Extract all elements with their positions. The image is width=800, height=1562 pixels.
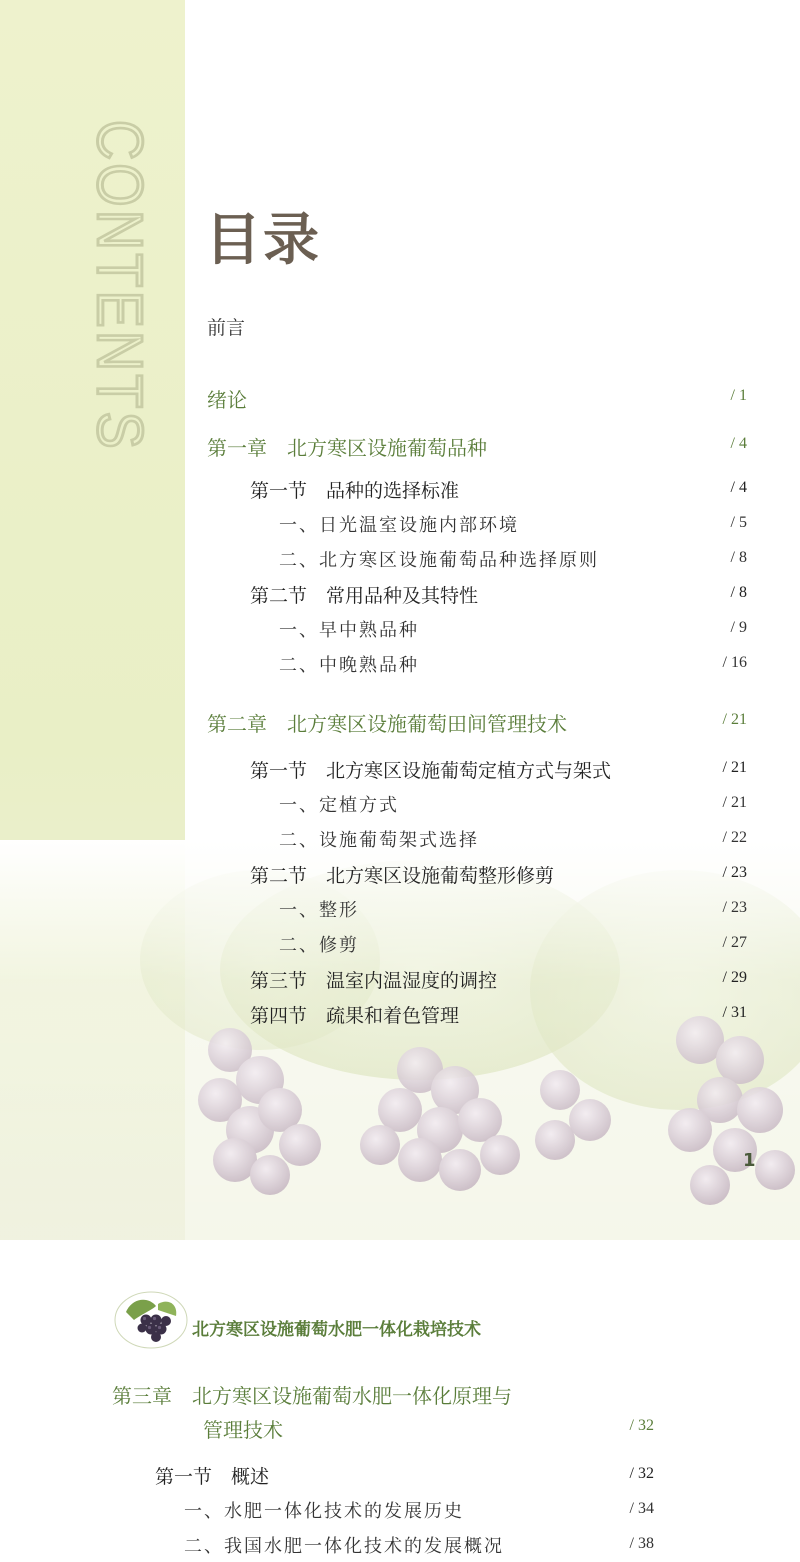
toc-entry[interactable] xyxy=(207,861,747,891)
toc-entry-label: 二、我国水肥一体化技术的发展概况 xyxy=(184,1536,504,1557)
toc-entry-label: 第二章 北方寒区设施葡萄田间管理技术 xyxy=(207,712,567,736)
toc-entry-label: 二、中晚熟品种 xyxy=(279,655,419,676)
toc-entry-label: 第二节 常用品种及其特性 xyxy=(250,585,479,607)
toc-entry-label: 第三节 温室内温湿度的调控 xyxy=(250,970,498,992)
toc-entry[interactable] xyxy=(207,708,747,738)
toc-entry[interactable] xyxy=(207,1001,747,1031)
toc-entry-label: 第四节 疏果和着色管理 xyxy=(250,1005,460,1027)
toc-entry[interactable] xyxy=(207,432,747,462)
toc-entry-label: 第一节 品种的选择标准 xyxy=(250,480,460,502)
toc-entry-page: / 32 xyxy=(629,1417,654,1434)
toc-entry-page: / 9 xyxy=(730,619,747,636)
toc-entry-page: / 8 xyxy=(730,549,747,566)
toc-entry-label: 第一节 概述 xyxy=(155,1466,270,1488)
toc-entry[interactable] xyxy=(207,966,747,996)
toc-entry-page: / 34 xyxy=(629,1500,654,1517)
toc-entry[interactable] xyxy=(207,896,747,926)
toc-entry[interactable] xyxy=(207,616,747,646)
toc-entry-page: / 5 xyxy=(730,514,747,531)
toc-entry-page: / 27 xyxy=(722,934,747,951)
toc-entry-preface[interactable]: 前言 xyxy=(207,317,246,339)
toc-entry-page: / 23 xyxy=(722,899,747,916)
toc-entry[interactable] xyxy=(112,1532,654,1562)
toc-entry-label: 一、早中熟品种 xyxy=(279,620,419,641)
toc-entry[interactable] xyxy=(207,546,747,576)
toc-entry-label: 一、定植方式 xyxy=(279,795,399,816)
toc-entry-label: 二、修剪 xyxy=(279,935,359,956)
toc-entry-page: / 1 xyxy=(730,387,747,404)
contents-watermark xyxy=(84,118,156,504)
toc-entry-page: / 31 xyxy=(722,1004,747,1021)
book-title: 北方寒区设施葡萄水肥一体化栽培技术 xyxy=(192,1320,481,1340)
toc-entry-page: / 29 xyxy=(722,969,747,986)
toc-entry[interactable] xyxy=(112,1462,654,1492)
toc-entry-label: 一、整形 xyxy=(279,900,359,921)
toc-entry[interactable] xyxy=(112,1380,654,1410)
toc-entry-page: / 21 xyxy=(722,794,747,811)
toc-entry-page: / 8 xyxy=(730,584,747,601)
toc-entry-page: / 4 xyxy=(730,435,747,452)
svg-text:CONTENTS: CONTENTS xyxy=(84,120,156,504)
toc-entry-page: / 21 xyxy=(722,759,747,776)
toc-entry-label: 一、水肥一体化技术的发展历史 xyxy=(184,1501,464,1522)
toc-entry-page: / 32 xyxy=(629,1465,654,1482)
toc-page-2 xyxy=(0,1240,800,1557)
toc-entry[interactable] xyxy=(112,1497,654,1527)
toc-entry-page: / 38 xyxy=(629,1535,654,1552)
toc-entry-page: / 22 xyxy=(722,829,747,846)
toc-entry-page: / 23 xyxy=(722,864,747,881)
page-number: 1 xyxy=(743,1150,756,1171)
toc-entry-label: 二、北方寒区设施葡萄品种选择原则 xyxy=(279,550,599,571)
toc-entry[interactable] xyxy=(207,826,747,856)
grape-logo-icon xyxy=(112,1290,190,1350)
toc-entry-label: 一、日光温室设施内部环境 xyxy=(279,515,519,536)
toc-title: 目录 xyxy=(205,208,321,273)
toc-entry-label: 第一章 北方寒区设施葡萄品种 xyxy=(207,436,487,460)
toc-entry-label: 第三章 北方寒区设施葡萄水肥一体化原理与 xyxy=(112,1384,512,1408)
toc-entry[interactable] xyxy=(207,511,747,541)
toc-entry-page: / 16 xyxy=(722,654,747,671)
toc-entry[interactable] xyxy=(207,931,747,961)
toc-entry[interactable] xyxy=(207,756,747,786)
toc-entry[interactable] xyxy=(207,384,747,414)
toc-entry[interactable] xyxy=(207,581,747,611)
toc-entry-page: / 4 xyxy=(730,479,747,496)
toc-entry[interactable] xyxy=(207,791,747,821)
toc-entry-label: 二、设施葡萄架式选择 xyxy=(279,830,479,851)
toc-entry-label: 第一节 北方寒区设施葡萄定植方式与架式 xyxy=(250,760,612,782)
toc-entry-label: 第二节 北方寒区设施葡萄整形修剪 xyxy=(250,865,555,887)
toc-entry-page: / 21 xyxy=(722,711,747,728)
toc-entry[interactable] xyxy=(207,651,747,681)
toc-entry-label: 绪论 xyxy=(207,388,247,412)
toc-entry[interactable] xyxy=(207,476,747,506)
toc-entry-label: 管理技术 xyxy=(203,1418,283,1442)
toc-entry-continuation[interactable] xyxy=(112,1414,654,1444)
